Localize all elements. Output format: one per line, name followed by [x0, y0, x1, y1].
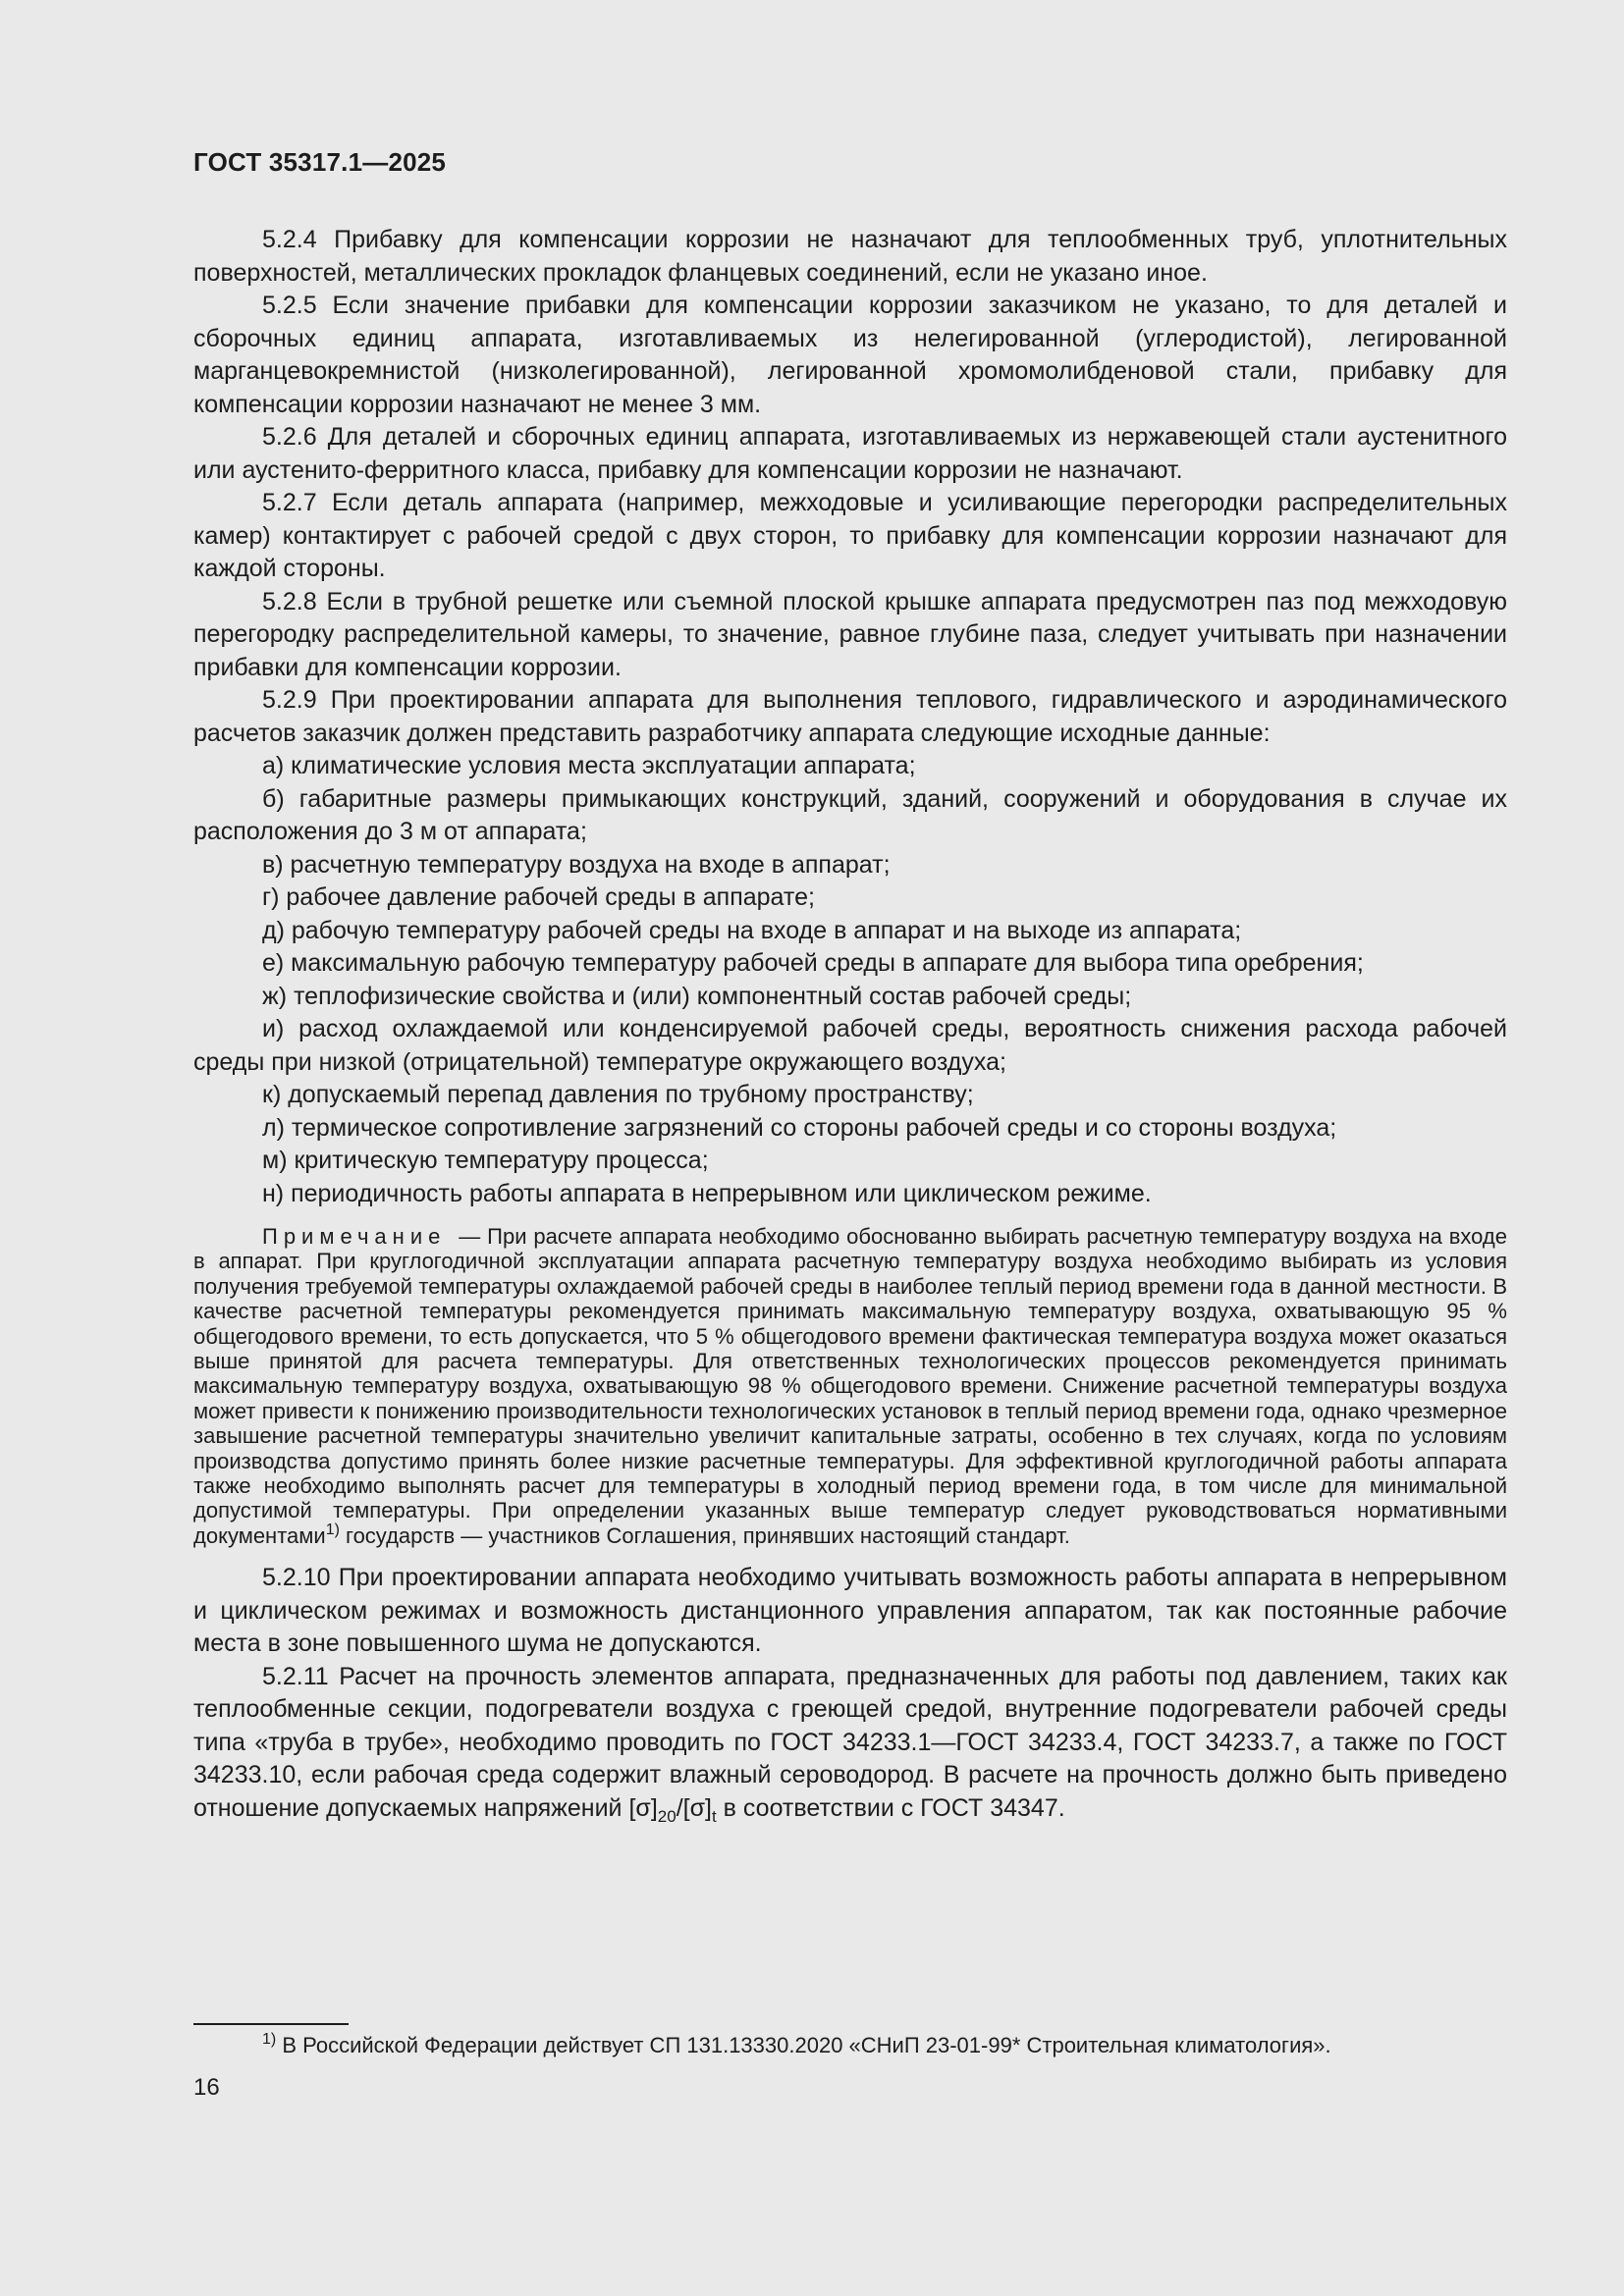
list-item: к) допускаемый перепад давления по трубному пространству;: [262, 1081, 974, 1108]
list-item: д) рабочую температуру рабочей среды на входе в аппарат и на выходе из аппарата;: [262, 916, 1242, 944]
list-item: н) периодичность работы аппарата в непрерывном или циклическом режиме.: [262, 1179, 1152, 1207]
paragraph-5-2-7: 5.2.7 Если деталь аппарата (например, межходовые и усиливающие перегородки распределительных камер) контактирует с рабочей средой с двух сторон, то прибавку для компенсации коррозии назначают для каждой стороны.: [193, 489, 1507, 582]
note-text-end: государств — участников Соглашения, принявших настоящий стандарт.: [339, 1522, 1070, 1548]
subscript-20: 20: [657, 1806, 677, 1826]
footnote-text: В Российской Федерации действует СП 131.13330.2020 «СНиП 23-01-99* Строительная климатология».: [276, 2033, 1331, 2057]
paragraph-5-2-6: 5.2.6 Для деталей и сборочных единиц аппарата, изготавливаемых из нержавеющей стали аустенитного или аустенито-ферритного класса, прибавку для компенсации коррозии не назначают.: [193, 423, 1507, 484]
paragraph-5-2-9: 5.2.9 При проектировании аппарата для выполнения теплового, гидравлического и аэродинамического расчетов заказчик должен представить разработчику аппарата следующие исходные данные:: [193, 686, 1507, 747]
footnote-reference: 1): [325, 1521, 340, 1538]
paragraph-5-2-8: 5.2.8 Если в трубной решетке или съемной плоской крышке аппарата предусмотрен паз под межходовую перегородку распределительной камеры, то значение, равное глубине паза, следует учитывать при назначении прибавки для компенсации коррозии.: [193, 587, 1507, 681]
note-block: [193, 1224, 1507, 1548]
list-item: в) расчетную температуру воздуха на входе в аппарат;: [262, 850, 891, 879]
note-text: При расчете аппарата необходимо обоснованно выбирать расчетную температуру воздуха на входе в аппарат. При круглогодичной эксплуатации аппарата расчетную температуру воздуха необходимо выбирать из условия получения требуемой температуры охлаждаемой рабочей среды в наиболее теплый период времени года в данной местности. В качестве расчетной температуры рекомендуется принимать максимальную температуру воздуха, охватывающую 95 % общегодового времени, то есть допускается, что 5 % общегодового времени фактическая температура воздуха может оказаться выше принятой для расчета температуры. Для ответственных технологических процессов рекомендуется принимать максимальную температуру воздуха, охватывающую 98 % общегодового времени. Снижение расчетной температуры воздуха может привести к понижению производительности технологических установок в теплый период времени года, однако чрезмерное завышение расчетной температуры значительно увеличит капитальные затраты, особенно в тех случаях, когда по условиям производства допустимо принять более низкие расчетные температуры. Для эффективной круглогодичной работы аппарата также необходимо выполнять расчет для температуры в холодный период времени года, в том числе для минимальной допустимой температуры. При определении указанных выше температур следует руководствоваться нормативными документами: [193, 1224, 1507, 1548]
main-content: [193, 224, 1507, 1825]
document-header: ГОСТ 35317.1—2025: [193, 147, 447, 177]
paragraph-5-2-4: 5.2.4 Прибавку для компенсации коррозии не назначают для теплообменных труб, уплотнительных поверхностей, металлических прокладок фланцевых соединений, если не указано иное.: [193, 226, 1507, 287]
paragraph-5-2-10: 5.2.10 При проектировании аппарата необходимо учитывать возможность работы аппарата в непрерывном и циклическом режимах и возможность дистанционного управления аппаратом, так как постоянные рабочие места в зоне повышенного шума не допускаются.: [193, 1564, 1507, 1658]
note-label: Примечание: [262, 1224, 447, 1249]
footnote: [262, 2032, 1509, 2059]
sigma-ratio-divider: /[σ]: [676, 1793, 712, 1822]
footnote-separator: [193, 2023, 349, 2025]
note-dash: —: [452, 1224, 488, 1249]
list-item: и) расход охлаждаемой или конденсируемой рабочей среды, вероятность снижения расхода рабочей среды при низкой (отрицательной) температуре окружающего воздуха;: [193, 1015, 1507, 1076]
page-number: 16: [193, 2074, 220, 2101]
list-item: ж) теплофизические свойства и (или) компонентный состав рабочей среды;: [262, 982, 1132, 1010]
list-item: л) термическое сопротивление загрязнений со стороны рабочей среды и со стороны воздуха;: [262, 1113, 1337, 1142]
paragraph-5-2-11: [193, 1661, 1507, 1826]
requirements-list: [193, 750, 1507, 1210]
list-item: г) рабочее давление рабочей среды в аппарате;: [262, 883, 815, 911]
list-item: м) критическую температуру процесса;: [262, 1147, 709, 1174]
paragraph-5-2-5: 5.2.5 Если значение прибавки для компенсации коррозии заказчиком не указано, то для деталей и сборочных единиц аппарата, изготавливаемых из нелегированной (углеродистой), легированной марганцевокремнистой (низколегированной), легированной хромомолибденовой стали, прибавку для компенсации коррозии назначают не менее 3 мм.: [193, 292, 1507, 418]
list-item: е) максимальную рабочую температуру рабочей среды в аппарате для выбора типа оребрения;: [262, 949, 1364, 977]
footnote-marker: 1): [262, 2031, 277, 2048]
paragraph-5-2-11-end: в соответствии с ГОСТ 34347.: [716, 1793, 1065, 1822]
subscript-t: t: [711, 1806, 717, 1826]
paragraph-5-2-11-text: 5.2.11 Расчет на прочность элементов аппарата, предназначенных для работы под давлением, таких как теплообменные секции, подогреватели воздуха с греющей средой, внутренние подогреватели рабочей среды типа «труба в трубе», необходимо проводить по ГОСТ 34233.1—ГОСТ 34233.4, ГОСТ 34233.7, а также по ГОСТ 34233.10, если рабочая среда содержит влажный сероводород. В расчете на прочность должно быть приведено отношение допускаемых напряжений [σ]: [193, 1662, 1507, 1822]
list-item: а) климатические условия места эксплуатации аппарата;: [262, 752, 916, 779]
list-item: б) габаритные размеры примыкающих конструкций, зданий, сооружений и оборудования в случае их расположения до 3 м от аппарата;: [193, 784, 1507, 845]
